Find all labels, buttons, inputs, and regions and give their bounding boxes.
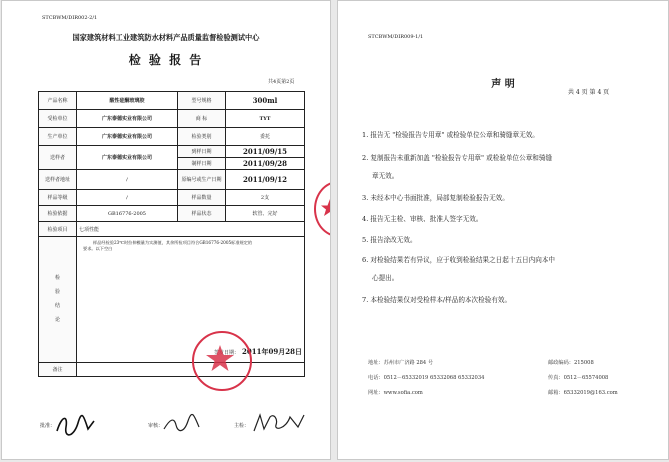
conclusion-label: 检 验 结 论 (39, 237, 77, 363)
brand-label: 商 标 (178, 110, 226, 128)
table-row (39, 237, 305, 363)
sampling-date: 2011/09/28 (226, 158, 305, 170)
arrival-date: 2011/09/15 (226, 146, 305, 158)
approver-label: 批准： (40, 423, 56, 429)
spec-value: 300ml (226, 92, 305, 110)
client-value: 广东泰德实业有限公司 (77, 110, 178, 128)
table-row (39, 92, 305, 110)
conclusion-text-2: 要求。以下空白 (83, 246, 113, 251)
grade-label: 样品等级 (39, 190, 77, 206)
product-name: 酸性硅酮玻璃胶 (77, 92, 178, 110)
product-name-label: 产品名称 (39, 92, 77, 110)
conclusion-cell (77, 237, 305, 363)
tester-label: 主检： (234, 423, 250, 429)
table-row (39, 190, 305, 206)
conclusion-text-1: 样品经检验23℃时拉伸模量为实测值，其余所检项目符合GB16776-2005标准规定的 (93, 240, 253, 245)
statement-title: 声 明 (491, 79, 515, 90)
statement-item: 3. 未经本中心书面批准，局部复制检验报告无效。 (362, 194, 509, 202)
sample-location-value: / (77, 170, 178, 190)
approver-signature (54, 411, 98, 444)
table-row (39, 110, 305, 128)
statement-item: 5. 报告涂改无效。 (362, 236, 417, 244)
producer-value: 广东泰德实业有限公司 (77, 128, 178, 146)
remark-value (77, 363, 305, 377)
statement-item: 7. 本检验结果仅对受检样本/样品的本次检验有效。 (362, 296, 512, 304)
arrival-label: 到样日期 (178, 146, 226, 158)
sample-location-label: 送样者地址 (39, 170, 77, 190)
items-value: 七项性能 (77, 222, 305, 237)
footer-fax: 传真：0512－65574008 (548, 375, 609, 381)
condition-value: 软管、完好 (226, 206, 305, 222)
footer-postcode: 邮政编码：215008 (548, 360, 594, 366)
report-title: 检 验 报 告 (128, 53, 204, 67)
statement-item: 6. 对检验结果若有异议，应于收到检验结果之日起十五日内向本中 (362, 256, 556, 264)
table-row (39, 206, 305, 222)
report-table (38, 91, 305, 377)
client-label: 受检单位 (39, 110, 77, 128)
sender-value: 广东泰德实业有限公司 (77, 146, 178, 170)
reviewer-signature (162, 411, 202, 441)
center-name: 国家建筑材料工业建筑防水材料产品质量监督检验测试中心 (72, 33, 260, 42)
table-row (39, 128, 305, 146)
statement-item: 1. 报告无 "检验报告专用章" 或检验单位公章和骑缝章无效。 (362, 131, 539, 139)
test-type-value: 委托 (226, 128, 305, 146)
sender-label: 送样者 (39, 146, 77, 170)
grade-value: / (77, 190, 178, 206)
footer-email: 邮箱：65332019@163.com (548, 390, 618, 396)
test-type-label: 检验类别 (178, 128, 226, 146)
report-code: STCBWM/DIR002-2/1 (42, 15, 98, 21)
seam-seal (314, 181, 331, 237)
basis-value: GB16776-2005 (77, 206, 178, 222)
statement-item: 章无效。 (372, 172, 399, 180)
brand-value: TYT (226, 110, 305, 128)
statement-item: 4. 报告无主检、审核、批准人签字无效。 (362, 215, 483, 223)
table-row (39, 170, 305, 190)
statement-page-info: 共 4 页 第 4 页 (568, 89, 610, 96)
producer-label: 生产单位 (39, 128, 77, 146)
basis-label: 检验依据 (39, 206, 77, 222)
issue-date: 2011年09月28日 (242, 347, 302, 356)
table-row (39, 222, 305, 237)
table-row (39, 363, 305, 377)
sampling-label: 制样日期 (178, 158, 226, 170)
statement-item: 2. 复制报告未重新加盖 "检验报告专用章" 或检验单位公章和骑缝 (362, 154, 553, 162)
table-row (39, 146, 305, 158)
batch-value: 2011/09/12 (226, 170, 305, 190)
report-page (1, 0, 331, 460)
quantity-label: 样品数量 (178, 190, 226, 206)
spec-label: 型号规格 (178, 92, 226, 110)
footer-phone: 电话：0512－65332019 65332068 65332034 (368, 375, 485, 381)
statement-code: STCBWM/DIR009-1/1 (368, 34, 424, 40)
quantity-value: 2支 (226, 190, 305, 206)
tester-signature (252, 409, 306, 441)
batch-label: 原编号或生产日期 (178, 170, 226, 190)
statement-item: 心提出。 (372, 274, 399, 282)
items-label: 检验项目 (39, 222, 77, 237)
footer-website: 网址：www.sofia.com (368, 390, 423, 396)
page-info: 共4页第2页 (268, 79, 295, 85)
condition-label: 样品状态 (178, 206, 226, 222)
issue-label: 签发日期： (214, 350, 240, 356)
reviewer-label: 审核： (148, 423, 164, 429)
official-seal (192, 331, 252, 391)
remark-label: 备注 (39, 363, 77, 377)
footer-address: 地址：苏州市广济路 284 号 (368, 360, 434, 366)
statement-page (337, 0, 669, 460)
